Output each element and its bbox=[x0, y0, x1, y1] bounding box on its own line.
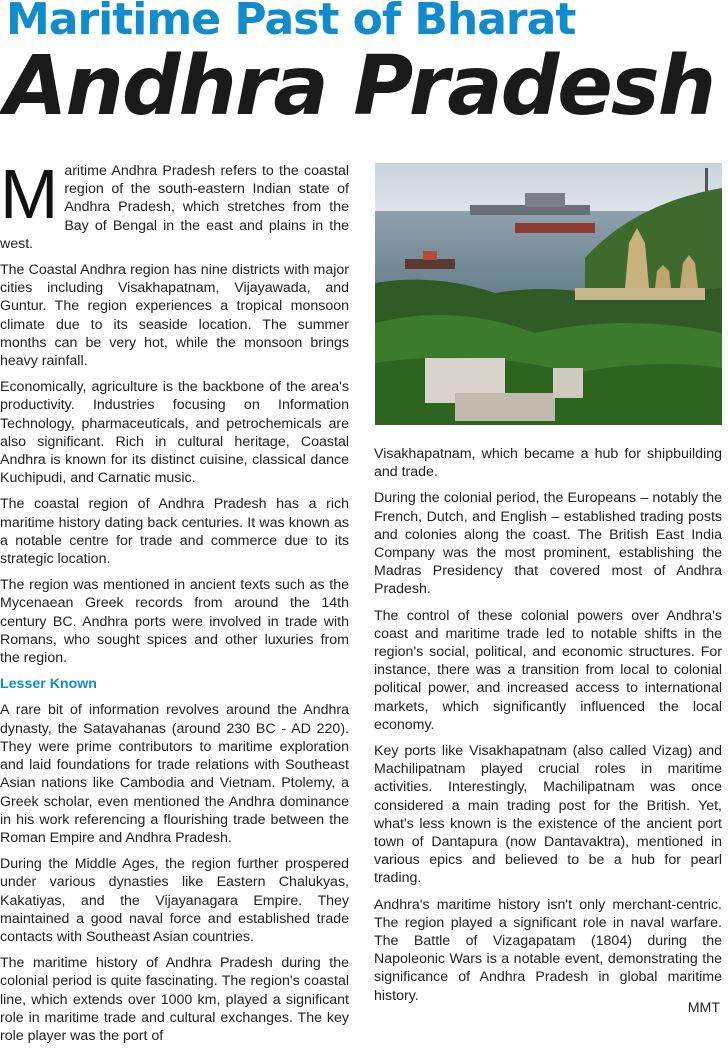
paragraph: The control of these colonial powers over Andhra's coast and maritime trade led to notable shifts in the region's social, political, and economic structures. For instance, there was a transition from local to colonial political power, and increased access to international markets, which significantly influenced the local economy. bbox=[374, 607, 722, 733]
paragraph: Key ports like Visakhapatnam (also called Vizag) and Machilipatnam played crucial roles in maritime activities. Interestingly, Machilipatnam was once considered a main trading post for the British. Yet, what's less known is the existence of the ancient port town of Dantapura (now Dantavaktra), mentioned in various epics and believed to be a hub for pearl trading. bbox=[374, 743, 722, 887]
paragraph: The region was mentioned in ancient texts such as the Mycenaean Greek records from around the 14th century BC. Andhra ports were involved in trade with Romans, who sought spices and other luxuries from the region. bbox=[0, 577, 349, 667]
paragraph: The coastal region of Andhra Pradesh has a rich maritime history dating back centuries. It was known as a notable centre for trade and commerce due to its strategic location. bbox=[0, 496, 349, 568]
page-title: Andhra Pradesh bbox=[4, 39, 715, 134]
section-kicker: Maritime Past of Bharat bbox=[6, 0, 576, 45]
paragraph: A rare bit of information revolves around the Andhra dynasty, the Satavahanas (around 230 BC - AD 220). They were prime contributors to maritime exploration and laid foundations for trade relations with Southeast Asian nations like Cambodia and Vietnam. Ptolemy, a Greek scholar, even mentioned the Andhra dominance in his work referencing a flourishing trade between the Roman Empire and Andhra Pradesh. bbox=[0, 702, 349, 846]
intro-text: aritime Andhra Pradesh refers to the coastal region of the south-eastern Indian state of Andhra Pradesh, which stretches from the Bay of Bengal in the east and plains in the west. bbox=[0, 163, 349, 252]
right-column bbox=[374, 445, 722, 1013]
left-column bbox=[0, 155, 349, 1053]
subheading: Lesser Known bbox=[0, 676, 97, 693]
paragraph: During the Middle Ages, the region further prospered under various dynasties like Eastern Chalukyas, Kakatiyas, and the Vijayanagara Empire. They maintained a good naval force and established trade contacts with Southeast Asian countries. bbox=[0, 856, 349, 945]
paragraph: Economically, agriculture is the backbone of the area's productivity. Industries focusing on Information Technology, pharmaceuticals, and petrochemicals are also significant. Rich in cultural heritage, Coastal Andhra is known for its distinct cuisine, classical dance Kuchipudi, and Carnatic music. bbox=[0, 379, 349, 487]
intro-paragraph bbox=[0, 155, 349, 253]
coastal-temple-photo bbox=[375, 163, 722, 425]
paragraph: Visakhapatnam, which became a hub for shipbuilding and trade. bbox=[374, 446, 722, 481]
paragraph: The Coastal Andhra region has nine districts with major cities including Visakhapatnam, Vijayawada, and Guntur. The region experiences a tropical monsoon climate due to its seaside location. The summer months can be very hot, while the monsoon brings heavy rainfall. bbox=[0, 262, 349, 370]
drop-cap: M bbox=[0, 155, 59, 233]
photo-illustration bbox=[375, 163, 722, 425]
paragraph: The maritime history of Andhra Pradesh during the colonial period is quite fascinating. The region's coastal line, which extends over 1000 km, played a significant role in maritime trade and cultural exchanges. The key role player was the port of bbox=[0, 955, 349, 1044]
author-signature: MMT bbox=[687, 1000, 720, 1016]
paragraph: Andhra's maritime history isn't only merchant-centric. The region played a significant role in naval warfare. The Battle of Vizagapatam (1804) during the Napoleonic Wars is a notable event, demonstrating the significance of Andhra Pradesh in global maritime history. bbox=[374, 896, 722, 1004]
paragraph: During the colonial period, the Europeans – notably the French, Dutch, and English – established trading posts and colonies along the coast. The British East India Company was the most prominent, establishing the Madras Presidency that covered most of Andhra Pradesh. bbox=[374, 490, 722, 598]
